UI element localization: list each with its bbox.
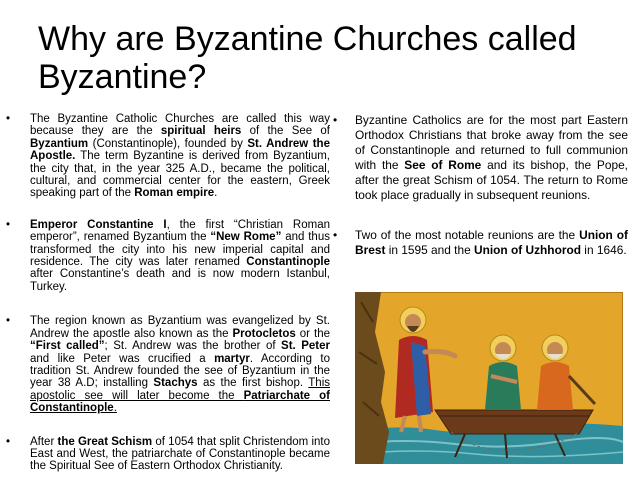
text-run: of 1054 that split Christendom into East and West, the patriarchate of Constantinople became the Spiritual See of Eastern Orthodox Christianity. xyxy=(30,435,331,473)
text-run: , the first “Christian Roman emperor”, renamed Byzantium the xyxy=(30,218,330,244)
bullet-glyph: • xyxy=(6,435,11,448)
text-run: St. Andrew the Apostle. xyxy=(30,137,330,163)
bullet-item xyxy=(328,113,628,204)
bullet-text-byzantine-catholics xyxy=(355,113,628,202)
slide-title: Why are Byzantine Churches called Byzantine? xyxy=(38,20,577,96)
text-run: (Constantinople), founded by xyxy=(88,137,248,150)
text-run: after Constantine’s death and is now modern Istanbul, Turkey. xyxy=(30,268,330,293)
text-run: The Byzantine Catholic Churches are called this way because they are the xyxy=(30,113,330,138)
bullet-text-great-schism xyxy=(30,436,330,473)
text-run: spiritual heirs xyxy=(160,125,242,138)
bullet-item xyxy=(0,113,330,200)
text-run: in 1595 and the xyxy=(385,242,474,257)
text-run: Patriarchate of Constantinople xyxy=(30,389,330,415)
text-run: or the xyxy=(295,327,330,340)
text-run: Byzantium xyxy=(30,137,89,150)
bullet-text-reunions xyxy=(355,228,628,257)
bullet-item xyxy=(0,315,330,414)
bullet-text-st-andrew xyxy=(30,315,330,414)
bullet-glyph: • xyxy=(333,227,338,242)
text-run: of the See of xyxy=(241,125,330,138)
bullet-text-constantine xyxy=(30,219,330,293)
bullet-item xyxy=(0,219,330,293)
text-run: St. Peter xyxy=(281,340,330,353)
text-run: . According to tradition St. Andrew founded the see of Byzantium in the year 38 A.D; installing xyxy=(30,352,330,390)
bullet-glyph: • xyxy=(333,113,338,127)
bullet-item xyxy=(0,436,330,473)
bullet-text-byzantine-heirs xyxy=(30,113,330,199)
text-run: the Great Schism xyxy=(57,435,153,448)
bullet-glyph: • xyxy=(6,113,11,125)
text-run: The term Byzantine is derived from Byzantium, the city that, in the year 325 A.D., became the political, cultural, and commercial center for the eastern, Greek speaking part of the xyxy=(30,150,330,200)
text-run: as the first bishop. xyxy=(197,377,309,390)
bullet-glyph: • xyxy=(6,315,11,328)
text-run: This apostolic see will later become the xyxy=(30,377,331,402)
text-run: and thus transformed the city into his new imperial capital and residence. The city was later renamed xyxy=(30,231,330,269)
text-run: ; St. Andrew was the brother of xyxy=(104,340,282,353)
text-run: Union of Uzhhorod xyxy=(474,242,581,257)
text-run: martyr xyxy=(214,352,250,365)
text-run: Roman empire xyxy=(134,187,215,200)
text-run: “First called” xyxy=(30,340,105,353)
text-run: After xyxy=(30,435,58,448)
text-run: Union of Brest xyxy=(355,227,628,257)
text-run: Constantinople xyxy=(246,256,330,269)
text-run: “New Rome” xyxy=(210,231,282,244)
text-run: The region known as Byzantium was evangelized by St. Andrew the apostle also known as the xyxy=(30,315,330,340)
bullet-glyph: • xyxy=(6,218,11,231)
text-run: Protocletos xyxy=(232,327,296,340)
text-run: Two of the most notable reunions are the xyxy=(355,227,580,242)
text-run: and its bishop, the Pope, after the great Schism of 1054. The return to Rome took place gradually in subsequent reunions. xyxy=(355,158,628,203)
text-run: See of Rome xyxy=(404,158,482,173)
text-run: Stachys xyxy=(153,377,198,390)
text-run: Emperor Constantine I xyxy=(30,218,167,231)
text-run: . xyxy=(214,187,218,200)
icon-painting-christ-calling-apostles xyxy=(355,292,623,464)
text-run: in 1646. xyxy=(581,242,627,257)
text-run: Byzantine Catholics are for the most part Eastern Orthodox Christians that broke away from the see of Constantinople and returned to full communion with the xyxy=(355,113,628,173)
left-column xyxy=(0,113,330,473)
right-column xyxy=(328,113,628,258)
bullet-item xyxy=(328,228,628,258)
text-run: and like Peter was crucified a xyxy=(30,352,215,365)
text-run: . xyxy=(113,402,117,415)
